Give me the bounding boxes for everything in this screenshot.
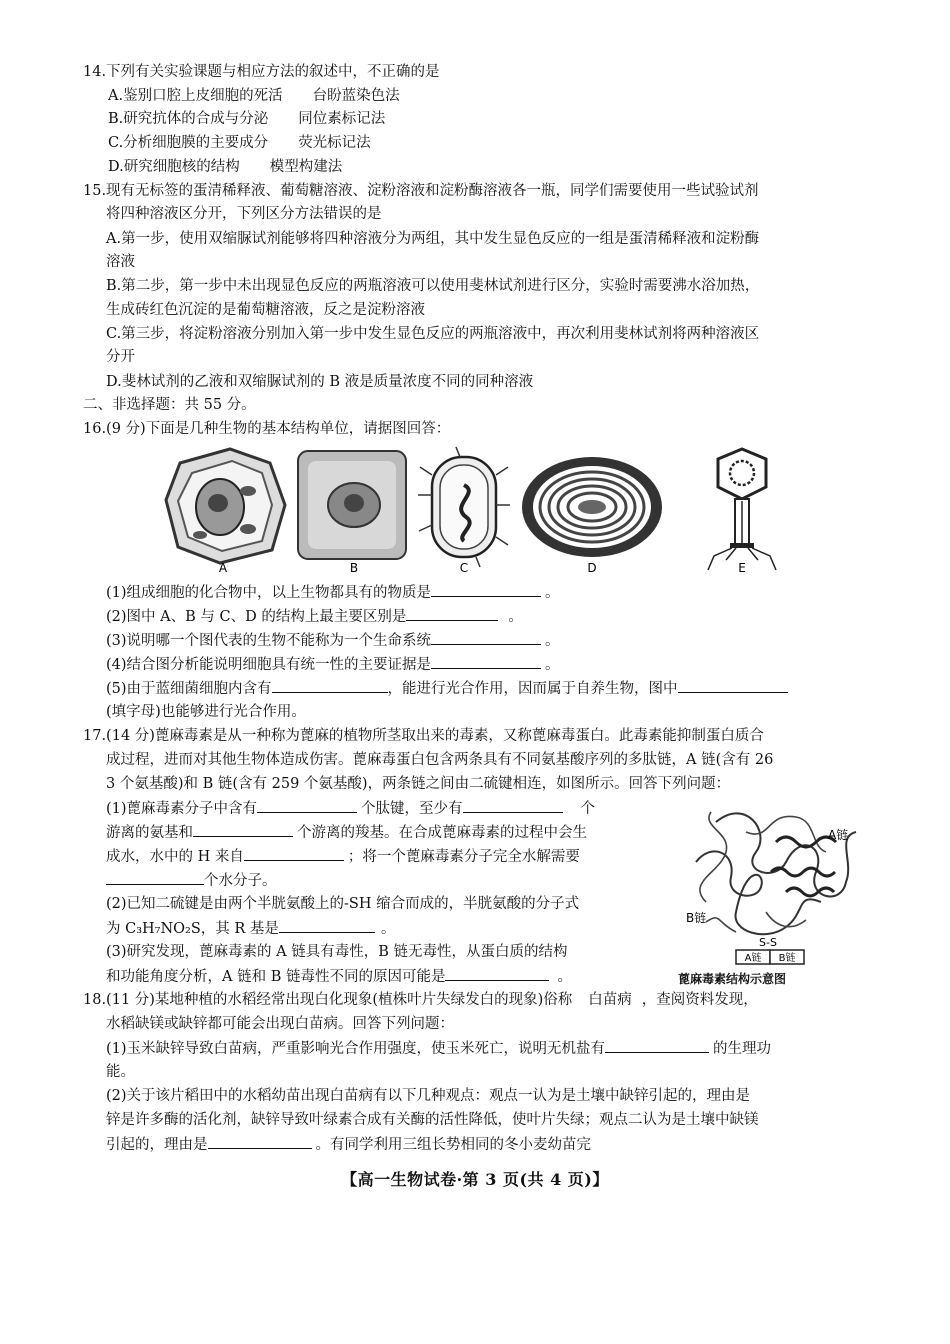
q14-option-d: D.研究细胞核的结构 模型构建法 <box>108 159 343 175</box>
q18-subq-1-line2: 能。 <box>106 1064 135 1080</box>
answer-blank <box>463 798 563 813</box>
figure-caption: 蓖麻毒素结构示意图 <box>678 972 787 986</box>
answer-blank <box>244 846 344 861</box>
q17-subq-1-line2: 游离的氨基和 个游离的羧基。在合成蓖麻毒素的过程中会生 <box>106 822 587 843</box>
fig-label-a-chain: A链 <box>828 828 849 842</box>
bacterium-icon <box>418 447 510 567</box>
fig-label-b: B <box>349 561 359 575</box>
answer-blank <box>193 822 293 837</box>
fig-box-a-chain: A链 <box>744 953 762 964</box>
answer-blank <box>406 606 498 621</box>
q16-subq-5: (5)由于蓝细菌细胞内含有 ，能进行光合作用，因而属于自养生物，图中 <box>106 678 788 699</box>
q17-subq-2-line1: (2)已知二硫键是由两个半胱氨酸上的-SH 缩合而成的，半胱氨酸的分子式 <box>106 896 580 912</box>
answer-blank <box>431 630 541 645</box>
answer-blank <box>605 1038 709 1053</box>
q16-cells-figure <box>160 445 810 575</box>
q14-option-b: B.研究抗体的合成与分泌 同位素标记法 <box>108 111 386 127</box>
plant-cell-icon <box>166 449 285 563</box>
q17-subq-2-line2: 为 C₃H₇NO₂S，其 R 基是 。 <box>106 918 395 939</box>
q17-stem-3: 3 个氨基酸)和 B 链(含有 259 个氨基酸)，两条链之间由二硫键相连，如图所示。回答下列问题： <box>106 776 731 792</box>
q15-stem-2: 将四种溶液区分开，下列区分方法错误的是 <box>106 206 382 222</box>
q15-option-a-1: A.第一步，使用双缩脲试剂能够将四种溶液分为两组，其中发生显色反应的一组是蛋清稀释液和淀粉酶 <box>106 231 760 247</box>
section-heading: 二、非选择题：共 55 分。 <box>83 397 256 413</box>
q15-option-b-2: 生成砖红色沉淀的是葡萄糖溶液，反之是淀粉溶液 <box>106 302 425 318</box>
q15-stem-1: 15.现有无标签的蛋清稀释液、葡萄糖溶液、淀粉溶液和淀粉酶溶液各一瓶，同学们需要使用一些试验试剂 <box>83 183 759 199</box>
q17-subq-1-line4: 个水分子。 <box>106 870 277 891</box>
q16-subq-4: (4)结合图分析能说明细胞具有统一性的主要证据是 。 <box>106 654 560 675</box>
q17-subq-1-line3: 成水，水中的 H 来自 ；将一个蓖麻毒素分子完全水解需要 <box>106 846 580 867</box>
answer-blank <box>279 918 375 933</box>
q16-subq-2: (2)图中 A、B 与 C、D 的结构上最主要区别是 。 <box>106 606 523 627</box>
answer-blank <box>431 582 541 597</box>
q15-option-c-2: 分开 <box>106 349 135 365</box>
answer-blank <box>272 678 388 693</box>
answer-blank <box>257 798 357 813</box>
fig-label-c: C <box>459 561 469 575</box>
q15-option-d: D.斐林试剂的乙液和双缩脲试剂的 B 液是质量浓度不同的同种溶液 <box>106 374 534 390</box>
fig-label-disulfide: S-S <box>759 936 777 949</box>
q16-subq-1: (1)组成细胞的化合物中，以上生物都具有的物质是 。 <box>106 582 560 603</box>
answer-blank <box>106 870 204 885</box>
q18-subq-2-line3: 引起的，理由是 。有同学利用三组长势相同的冬小麦幼苗完 <box>106 1134 591 1155</box>
q18-stem-2: 水稻缺镁或缺锌都可能会出现白苗病。回答下列问题： <box>106 1016 454 1032</box>
ricin-structure-figure <box>676 792 876 972</box>
q18-subq-1-line1: (1)玉米缺锌导致白苗病，严重影响光合作用强度，使玉米死亡，说明无机盐有 的生理功 <box>106 1038 771 1059</box>
answer-blank <box>678 678 788 693</box>
answer-blank <box>208 1134 312 1149</box>
bacteriophage-icon <box>708 449 776 570</box>
q17-stem-2: 成过程，进而对其他生物体造成伤害。蓖麻毒蛋白包含两条具有不同氨基酸序列的多肽链，A 链(含有 26 <box>106 752 774 768</box>
q16-subq-5-cont: (填字母)也能够进行光合作用。 <box>106 704 306 720</box>
fig-label-a: A <box>218 561 228 575</box>
q18-subq-2-line1: (2)关于该片稻田中的水稻幼苗出现白苗病有以下几种观点：观点一认为是土壤中缺锌引起的，理由是 <box>106 1088 751 1104</box>
fig-box-b-chain: B链 <box>778 953 796 964</box>
q17-subq-3-line2: 和功能角度分析，A 链和 B 链毒性不同的原因可能是 。 <box>106 966 572 987</box>
q14-option-a: A.鉴别口腔上皮细胞的死活 台盼蓝染色法 <box>108 88 400 104</box>
q15-option-b-1: B.第二步，第一步中未出现显色反应的两瓶溶液可以使用斐林试剂进行区分，实验时需要沸水浴加热， <box>106 278 760 294</box>
q16-subq-3: (3)说明哪一个图代表的生物不能称为一个生命系统 。 <box>106 630 560 651</box>
fig-label-e: E <box>738 561 746 575</box>
q18-subq-2-line2: 锌是许多酶的活化剂，缺锌导致叶绿素合成有关酶的活性降低，使叶片失绿；观点二认为是土壤中缺镁 <box>106 1112 759 1128</box>
answer-blank <box>445 966 549 981</box>
q14-stem: 14.下列有关实验课题与相应方法的叙述中，不正确的是 <box>83 64 440 80</box>
q17-subq-1-line1: (1)蓖麻毒素分子中含有 个肽键，至少有 个 <box>106 798 595 819</box>
q15-option-a-2: 溶液 <box>106 254 135 270</box>
answer-blank <box>431 654 541 669</box>
animal-cell-icon <box>298 451 406 559</box>
fig-label-d: D <box>587 561 597 575</box>
q16-stem: 16.(9 分)下面是几种生物的基本结构单位，请据图回答： <box>83 421 451 437</box>
q14-option-c: C.分析细胞膜的主要成分 荧光标记法 <box>108 135 371 151</box>
cyanobacterium-icon <box>522 457 662 557</box>
page-footer: 【高一生物试卷·第 3 页(共 4 页)】 <box>341 1170 609 1189</box>
fig-label-b-chain: B链 <box>686 911 707 925</box>
q17-subq-3-line1: (3)研究发现，蓖麻毒素的 A 链具有毒性，B 链无毒性，从蛋白质的结构 <box>106 944 568 960</box>
q18-stem-1: 18.(11 分)某地种植的水稻经常出现白化现象(植株叶片失绿发白的现象)俗称 白苗病 ，查阅资料发现， <box>83 992 758 1008</box>
q17-stem-1: 17.(14 分)蓖麻毒素是从一种称为蓖麻的植物所茎取出来的毒素，又称蓖麻毒蛋白。此毒素能抑制蛋白质合 <box>83 728 764 744</box>
q15-option-c-1: C.第三步，将淀粉溶液分别加入第一步中发生显色反应的两瓶溶液中，再次利用斐林试剂将两种溶液区 <box>106 326 760 342</box>
